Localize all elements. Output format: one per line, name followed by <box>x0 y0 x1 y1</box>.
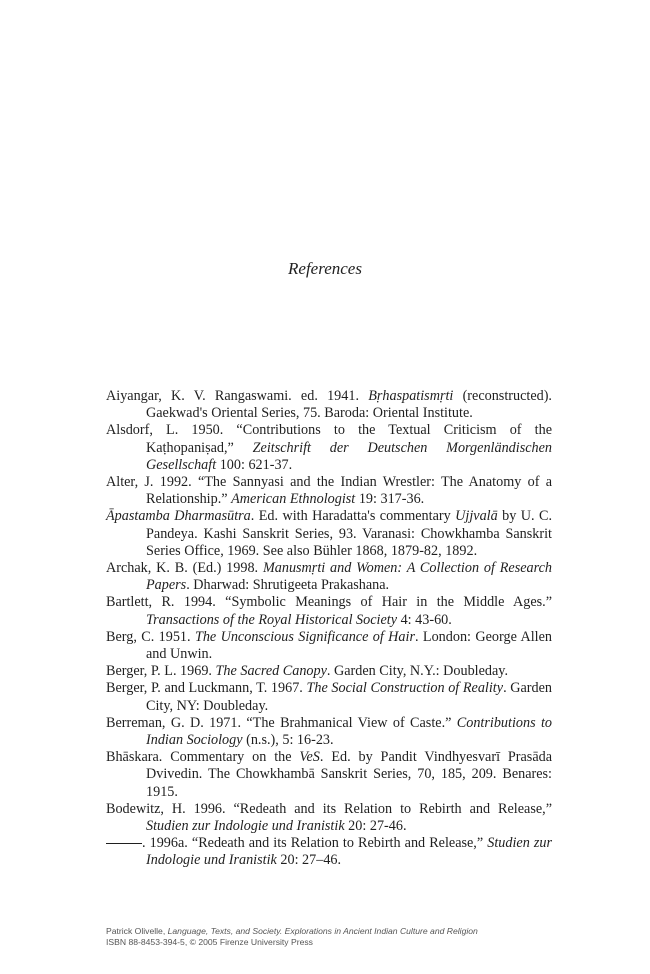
publication-footer <box>106 926 586 948</box>
footer-citation: Patrick Olivelle, Language, Texts, and Society. Explorations in Ancient Indian Culture and Religion <box>106 926 478 936</box>
references-list <box>106 388 552 870</box>
reference-entry: Berreman, G. D. 1971. “The Brahmanical View of Caste.” Contributions to Indian Sociology (n.s.), 5: 16-23. <box>106 714 552 749</box>
reference-entry: Bartlett, R. 1994. “Symbolic Meanings of Hair in the Middle Ages.” Transactions of the Royal Historical Society 4: 43-60. <box>106 594 552 628</box>
reference-entry: Alsdorf, L. 1950. “Contributions to the Textual Criticism of the Kaṭhopaniṣad,” Zeitschrift der Deutschen Morgenländischen Gesellschaft 100: 621-37. <box>106 422 553 473</box>
reference-entry: Berg, C. 1951. The Unconscious Significance of Hair. London: George Allen and Unwin. <box>106 628 552 663</box>
reference-entry: Berger, P. and Luckmann, T. 1967. The Social Construction of Reality. Garden City, NY: Doubleday. <box>106 680 552 714</box>
reference-entry: Berger, P. L. 1969. The Sacred Canopy. Garden City, N.Y.: Doubleday. <box>106 663 509 680</box>
repeat-author-dash <box>106 843 142 844</box>
reference-entry: Āpastamba Dharmasūtra. Ed. with Haradatta's commentary Ujjvalā by U. C. Pandeya. Kashi Sanskrit Series, 93. Varanasi: Chowkhamba Sanskrit Series Office, 1969. See also Bühler 1868, 1879-82, 1892. <box>106 508 553 559</box>
page-title: References <box>288 259 362 278</box>
reference-entry: Bhāskara. Commentary on the VeS. Ed. by Pandit Vindhyesvarī Prasāda Dvivedin. The Chowkhambā Sanskrit Series, 70, 185, 209. Benares: 1915. <box>106 749 553 800</box>
reference-entry: Bodewitz, H. 1996. “Redeath and its Relation to Rebirth and Release,” Studien zur Indologie und Iranistik 20: 27-46. <box>106 800 552 835</box>
reference-entry: Aiyangar, K. V. Rangaswami. ed. 1941. Bṛhaspatismṛti (reconstructed). Gaekwad's Oriental Series, 75. Baroda: Oriental Institute. <box>106 388 552 422</box>
reference-entry: Alter, J. 1992. “The Sannyasi and the Indian Wrestler: The Anatomy of a Relationship.” American Ethnologist 19: 317-36. <box>106 474 552 508</box>
reference-entry: . 1996a. “Redeath and its Relation to Rebirth and Release,” Studien zur Indologie und Iranistik 20: 27–46. <box>106 835 552 869</box>
footer-isbn: ISBN 88-8453-394-5, © 2005 Firenze University Press <box>106 937 313 947</box>
reference-entry: Archak, K. B. (Ed.) 1998. Manusmṛti and Women: A Collection of Research Papers. Dharwad: Shrutigeeta Prakashana. <box>106 560 552 594</box>
